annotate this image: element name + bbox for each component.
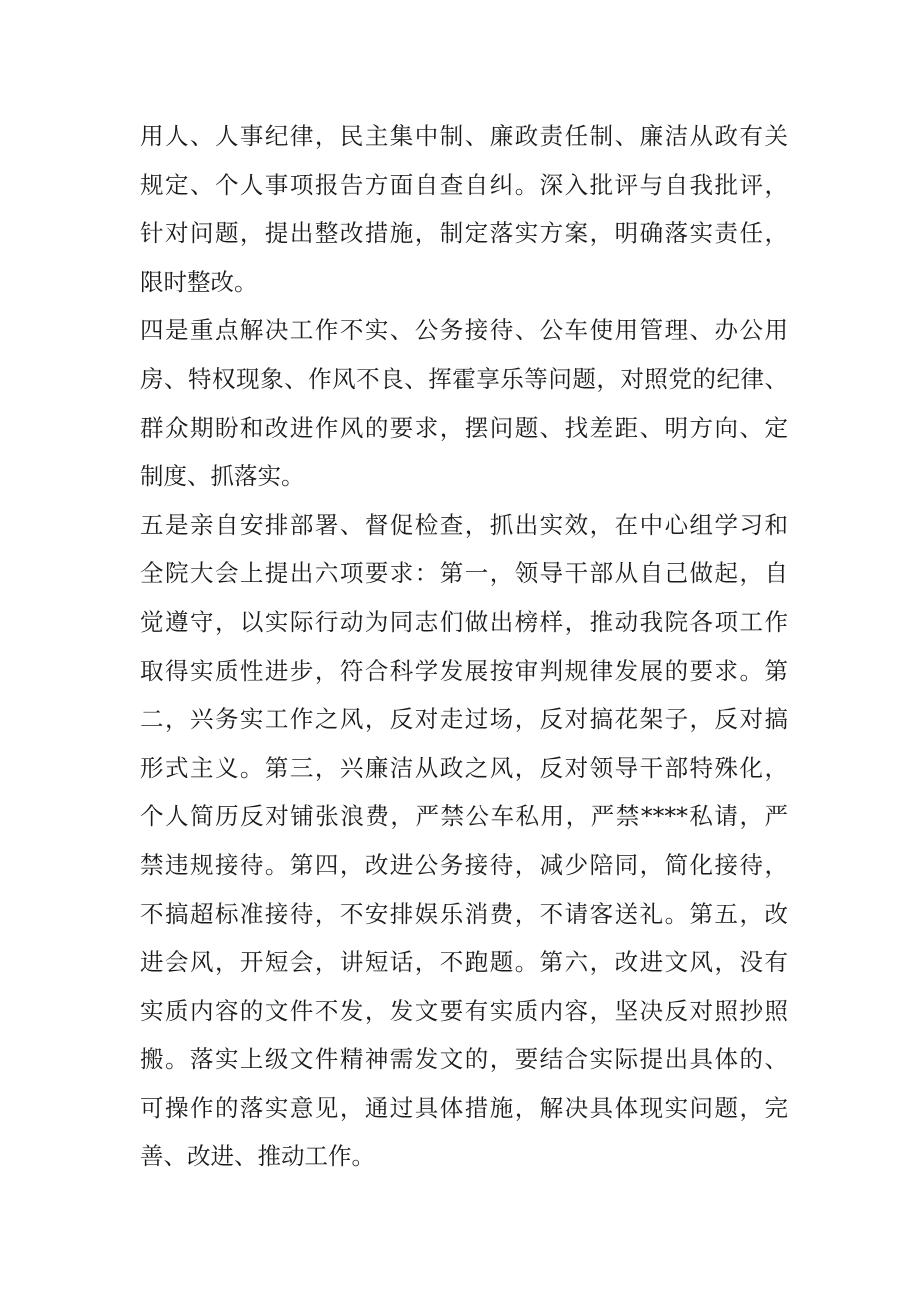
text-line: 禁违规接待。第四，改进公务接待，减少陪同，简化接待，	[140, 850, 788, 879]
text-line: 制度、抓落实。	[140, 462, 305, 491]
text-line: 规定、个人事项报告方面自查自纠。深入批评与自我批评，	[140, 170, 788, 199]
text-line: 搬。落实上级文件精神需发文的，要结合实际提出具体的、	[140, 1045, 788, 1074]
text-line: 群众期盼和改进作风的要求，摆问题、找差距、明方向、定	[140, 413, 788, 442]
text-line: 房、特权现象、作风不良、挥霍享乐等问题，对照党的纪律、	[140, 364, 788, 393]
text-line: 善、改进、推动工作。	[140, 1142, 375, 1171]
text-line: 用人、人事纪律，民主集中制、廉政责任制、廉洁从政有关	[140, 122, 788, 150]
text-line: 可操作的落实意见，通过具体措施，解决具体现实问题，完	[140, 1093, 788, 1122]
text-line: 取得实质性进步，符合科学发展按审判规律发展的要求。第	[140, 656, 788, 685]
text-line: 针对问题，提出整改措施，制定落实方案，明确落实责任，	[140, 219, 788, 248]
text-line: 实质内容的文件不发，发文要有实质内容，坚决反对照抄照	[140, 996, 788, 1025]
paragraph-discipline-self-check	[140, 112, 788, 306]
text-line: 觉遵守，以实际行动为同志们做出榜样，推动我院各项工作	[140, 607, 788, 636]
text-line: 全院大会上提出六项要求：第一，领导干部从自己做起，自	[140, 559, 788, 588]
text-line: 五是亲自安排部署、督促检查，抓出实效，在中心组学习和	[140, 510, 788, 539]
text-line: 二，兴务实工作之风，反对走过场，反对搞花架子，反对搞	[140, 705, 788, 734]
text-line: 限时整改。	[140, 267, 258, 296]
text-line: 四是重点解决工作不实、公务接待、公车使用管理、办公用	[140, 316, 788, 345]
paragraph-point-five	[140, 501, 788, 1181]
paragraph-point-four	[140, 306, 788, 500]
text-line: 形式主义。第三，兴廉洁从政之风，反对领导干部特殊化，	[140, 753, 788, 782]
text-line: 不搞超标准接待，不安排娱乐消费，不请客送礼。第五，改	[140, 899, 788, 928]
text-line: 进会风，开短会，讲短话，不跑题。第六，改进文风，没有	[140, 948, 788, 977]
document-body	[140, 112, 788, 1181]
text-line: 个人简历反对铺张浪费，严禁公车私用，严禁****私请，严	[140, 802, 788, 831]
